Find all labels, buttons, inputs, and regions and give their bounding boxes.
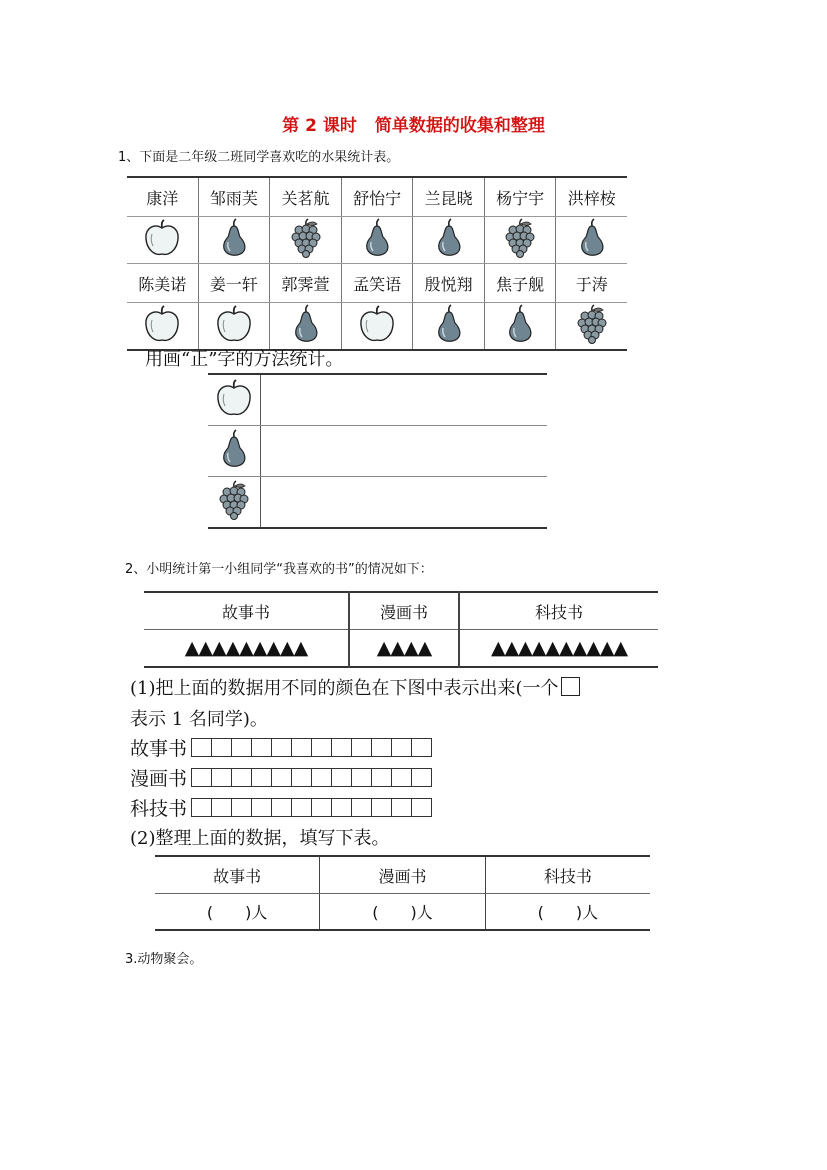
grid-cell[interactable] [192, 738, 212, 757]
student-name: 舒怡宁 [341, 177, 413, 217]
grid-cell[interactable] [372, 768, 392, 787]
sub-question-1-text: (1)把上面的数据用不同的颜色在下图中表示出来(一个 [130, 678, 559, 699]
fruit-survey-table [127, 176, 627, 351]
grid-cell[interactable] [292, 798, 312, 817]
grid-cell[interactable] [292, 768, 312, 787]
tally-table [208, 373, 547, 529]
story-count-blank[interactable]: ( )人 [206, 903, 268, 922]
grid-cell[interactable] [412, 798, 432, 817]
pear-icon [270, 303, 342, 351]
grid-cell[interactable] [192, 768, 212, 787]
question-2-prompt: 2、小明统计第一小组同学“我喜欢的书”的情况如下： [125, 562, 433, 577]
grid-label: 故事书 [130, 738, 188, 760]
fill-header-story: 故事书 [155, 856, 320, 894]
grape-icon [208, 477, 261, 529]
science-books-grid-row [130, 794, 432, 821]
story-books-grid-row [130, 734, 432, 761]
pear-icon [556, 217, 627, 264]
grid-cell[interactable] [332, 738, 352, 757]
grid-cell[interactable] [312, 768, 332, 787]
student-name: 姜一轩 [198, 264, 270, 303]
grid-cell[interactable] [232, 738, 252, 757]
apple-icon [127, 303, 198, 351]
grid-cell[interactable] [392, 738, 412, 757]
question-1-prompt: 1、下面是二年级二班同学喜欢吃的水果统计表。 [118, 150, 400, 165]
grid-cell[interactable] [312, 738, 332, 757]
grid-cell[interactable] [332, 768, 352, 787]
grid-cell[interactable] [232, 798, 252, 817]
grid-cell[interactable] [212, 738, 232, 757]
grid-cell[interactable] [272, 798, 292, 817]
fill-header-science: 科技书 [485, 856, 650, 894]
sub-question-1-line2: 表示 1 名同学)。 [130, 709, 268, 730]
story-books-triangles: ▲▲▲▲▲▲▲▲▲ [184, 637, 308, 659]
pear-icon [341, 217, 413, 264]
apple-tally-cell[interactable] [261, 374, 548, 426]
science-books-cells[interactable] [191, 798, 432, 817]
grid-cell[interactable] [252, 798, 272, 817]
grid-cell[interactable] [352, 768, 372, 787]
pear-icon [413, 217, 485, 264]
unit-square-icon [561, 677, 580, 696]
grid-label: 漫画书 [130, 768, 188, 790]
pear-icon [413, 303, 485, 351]
grid-cell[interactable] [252, 768, 272, 787]
pear-icon [198, 217, 270, 264]
student-name: 康洋 [127, 177, 198, 217]
lesson-number: 第 2 课时 [282, 116, 357, 136]
student-name: 于涛 [556, 264, 627, 303]
apple-icon [208, 374, 261, 426]
grid-label: 科技书 [130, 798, 188, 820]
lesson-title: 简单数据的收集和整理 [374, 116, 545, 136]
apple-icon [341, 303, 413, 351]
question-3-prompt: 3.动物聚会。 [125, 952, 203, 967]
fill-in-table [155, 855, 650, 931]
header-comic-books: 漫画书 [349, 592, 459, 630]
grid-cell[interactable] [292, 738, 312, 757]
grid-cell[interactable] [212, 768, 232, 787]
grid-cell[interactable] [372, 798, 392, 817]
tally-instruction: 用画“正”字的方法统计。 [145, 349, 344, 370]
header-story-books: 故事书 [144, 592, 349, 630]
grid-cell[interactable] [372, 738, 392, 757]
sub-question-2: (2)整理上面的数据，填写下表。 [130, 828, 390, 849]
comic-books-triangles: ▲▲▲▲ [349, 630, 459, 668]
comic-books-grid-row [130, 764, 432, 791]
grid-cell[interactable] [232, 768, 252, 787]
grid-cell[interactable] [272, 768, 292, 787]
apple-icon [127, 217, 198, 264]
grid-cell[interactable] [412, 768, 432, 787]
science-count-blank[interactable]: ( )人 [485, 894, 650, 931]
comic-books-cells[interactable] [191, 768, 432, 787]
science-books-triangles: ▲▲▲▲▲▲▲▲▲▲ [459, 630, 658, 668]
grid-cell[interactable] [352, 738, 372, 757]
story-books-cells[interactable] [191, 738, 432, 757]
grape-icon [270, 217, 342, 264]
student-name: 洪梓桉 [556, 177, 627, 217]
sub-question-1 [130, 674, 580, 700]
pear-icon [208, 426, 261, 477]
fill-header-comic: 漫画书 [320, 856, 485, 894]
grid-cell[interactable] [192, 798, 212, 817]
apple-icon [198, 303, 270, 351]
student-name: 陈美诺 [127, 264, 198, 303]
grid-cell[interactable] [312, 798, 332, 817]
book-preference-table [144, 591, 658, 668]
student-name: 孟笑语 [341, 264, 413, 303]
grid-cell[interactable] [332, 798, 352, 817]
grid-cell[interactable] [352, 798, 372, 817]
grid-cell[interactable] [212, 798, 232, 817]
grid-cell[interactable] [392, 768, 412, 787]
pear-tally-cell[interactable] [261, 426, 548, 477]
header-science-books: 科技书 [459, 592, 658, 630]
student-name: 殷悦翔 [413, 264, 485, 303]
grid-cell[interactable] [412, 738, 432, 757]
student-name: 郭霁萱 [270, 264, 342, 303]
student-name: 兰昆晓 [413, 177, 485, 217]
pear-icon [484, 303, 556, 351]
grid-cell[interactable] [392, 798, 412, 817]
student-name: 杨宁宇 [484, 177, 556, 217]
student-name: 焦子舰 [484, 264, 556, 303]
grape-tally-cell[interactable] [261, 477, 548, 529]
grape-icon [484, 217, 556, 264]
grape-icon [556, 303, 627, 351]
student-name: 邹雨芙 [198, 177, 270, 217]
grid-cell[interactable] [252, 738, 272, 757]
grid-cell[interactable] [272, 738, 292, 757]
page-title [0, 111, 827, 136]
comic-count-blank[interactable]: ( )人 [320, 894, 485, 931]
student-name: 关茗航 [270, 177, 342, 217]
